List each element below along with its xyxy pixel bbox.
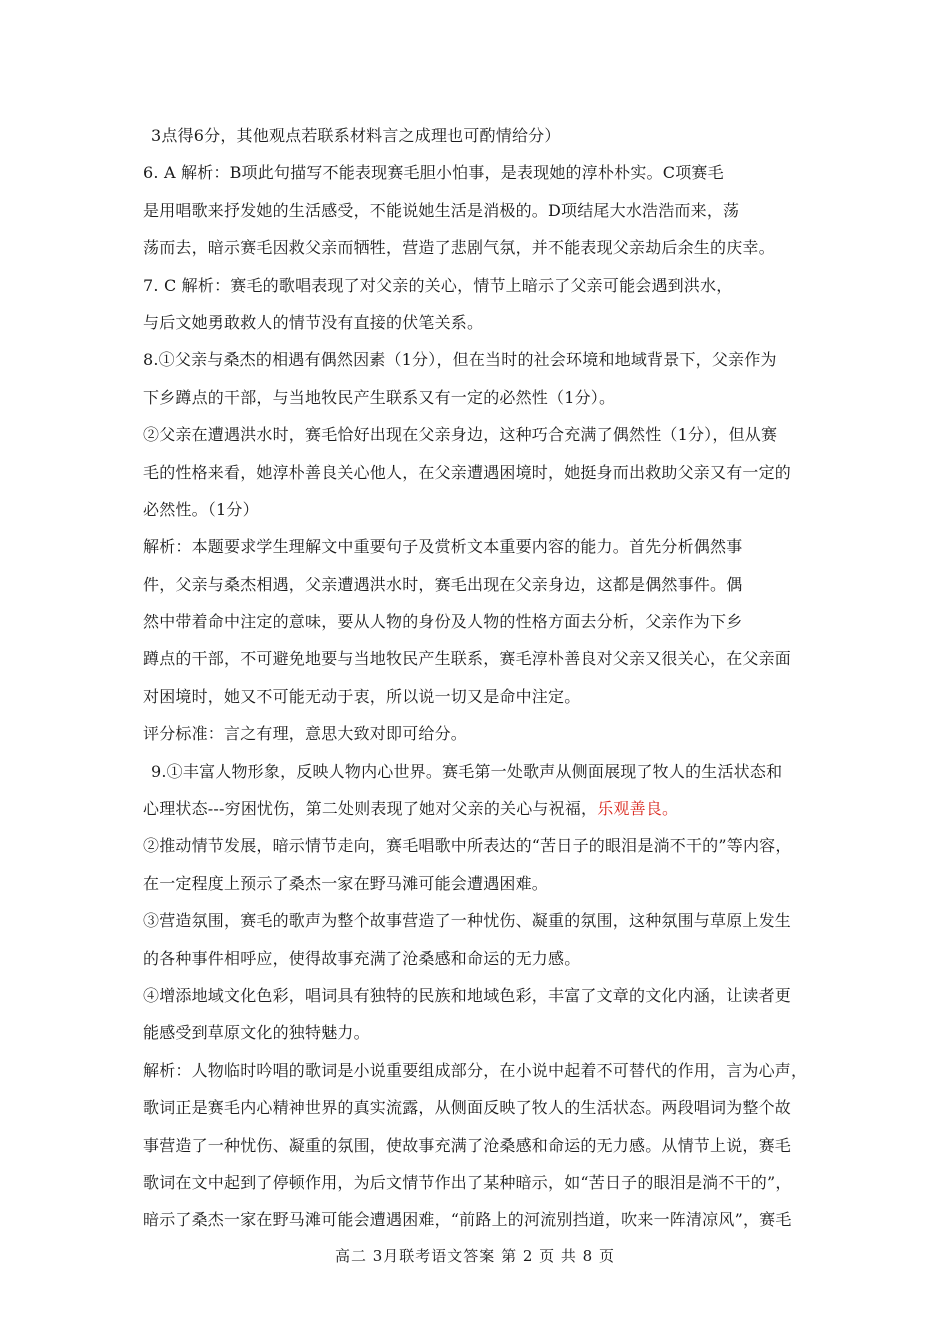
- text-line: ②推动情节发展，暗示情节走向，赛毛唱歌中所表达的“苦日子的眼泪是淌不干的”等内容，: [143, 836, 792, 856]
- text-line: ③营造氛围，赛毛的歌声为整个故事营造了一种忧伤、凝重的氛围，这种氛围与草原上发生: [143, 911, 792, 931]
- text-line: 9.①丰富人物形象，反映人物内心世界。赛毛第一处歌声从侧面展现了牧人的生活状态和: [151, 761, 783, 781]
- text-segment: 心理状态---穷困忧伤，第二处则表现了她对父亲的关心与祝福，: [143, 799, 598, 819]
- text-line: 是用唱歌来抒发她的生活感受，不能说她生活是消极的。D项结尾大水浩浩而来，荡: [143, 200, 740, 220]
- text-line: 在一定程度上预示了桑杰一家在野马滩可能会遭遇困难。: [143, 873, 549, 893]
- text-line: 解析：本题要求学生理解文中重要句子及赏析文本重要内容的能力。首先分析偶然事: [143, 537, 743, 557]
- text-line: 荡而去，暗示赛毛因救父亲而牺牲，营造了悲剧气氛，并不能表现父亲劫后余生的庆幸。: [143, 238, 775, 258]
- text-line: 必然性。（1分）: [143, 499, 259, 519]
- text-line: 6. A 解析：B项此句描写不能表现赛毛胆小怕事，是表现她的淳朴朴实。C项赛毛: [143, 163, 724, 183]
- text-line: 歌词正是赛毛内心精神世界的真实流露，从侧面反映了牧人的生活状态。两段唱词为整个故: [143, 1098, 792, 1118]
- highlight-text: 乐观善良。: [597, 799, 679, 819]
- text-line: 解析：人物临时吟唱的歌词是小说重要组成部分，在小说中起着不可替代的作用，言为心声，: [143, 1060, 807, 1080]
- text-line: 7. C 解析：赛毛的歌唱表现了对父亲的关心，情节上暗示了父亲可能会遇到洪水，: [143, 275, 733, 295]
- text-line: 3点得6分，其他观点若联系材料言之成理也可酌情给分）: [151, 126, 561, 145]
- text-line: 下乡蹲点的干部，与当地牧民产生联系又有一定的必然性（1分）。: [143, 387, 616, 407]
- text-line: 的各种事件相呼应，使得故事充满了沧桑感和命运的无力感。: [143, 948, 581, 968]
- text-line: 事营造了一种忧伤、凝重的氛围，使故事充满了沧桑感和命运的无力感。从情节上说，赛毛: [143, 1135, 792, 1155]
- text-line: 评分标准：言之有理，意思大致对即可给分。: [143, 724, 468, 744]
- text-line: ②父亲在遭遇洪水时，赛毛恰好出现在父亲身边，这种巧合充满了偶然性（1分），但从赛: [143, 425, 778, 445]
- text-line: 蹲点的干部，不可避免地要与当地牧民产生联系，赛毛淳朴善良对父亲又很关心，在父亲面: [143, 649, 792, 669]
- text-line: 能感受到草原文化的独特魅力。: [143, 1023, 370, 1043]
- text-line: 然中带着命中注定的意味，要从人物的身份及人物的性格方面去分析，父亲作为下乡: [143, 612, 743, 632]
- text-line: 件，父亲与桑杰相遇，父亲遭遇洪水时，赛毛出现在父亲身边，这都是偶然事件。偶: [143, 574, 743, 594]
- answer-content: [143, 117, 807, 1239]
- text-line: ④增添地域文化色彩，唱词具有独特的民族和地域色彩，丰富了文章的文化内涵，让读者更: [143, 985, 792, 1005]
- text-line: 暗示了桑杰一家在野马滩可能会遭遇困难，“前路上的河流别挡道，吹来一阵清凉风”，赛毛: [143, 1210, 792, 1230]
- page-footer: 高二 3月联考语文答案 第 2 页 共 8 页: [334, 1247, 615, 1265]
- text-line: 歌词在文中起到了停顿作用，为后文情节作出了某种暗示，如“苦日子的眼泪是淌不干的”，: [143, 1172, 792, 1192]
- text-line: 与后文她勇敢救人的情节没有直接的伏笔关系。: [143, 312, 484, 332]
- text-line: 毛的性格来看，她淳朴善良关心他人，在父亲遭遇困境时，她挺身而出救助父亲又有一定的: [143, 462, 792, 482]
- text-line-with-highlight: [143, 790, 807, 827]
- text-line: 对困境时，她又不可能无动于衷，所以说一切又是命中注定。: [143, 686, 581, 706]
- text-line: 8.①父亲与桑杰的相遇有偶然因素（1分），但在当时的社会环境和地域背景下，父亲作为: [143, 350, 777, 370]
